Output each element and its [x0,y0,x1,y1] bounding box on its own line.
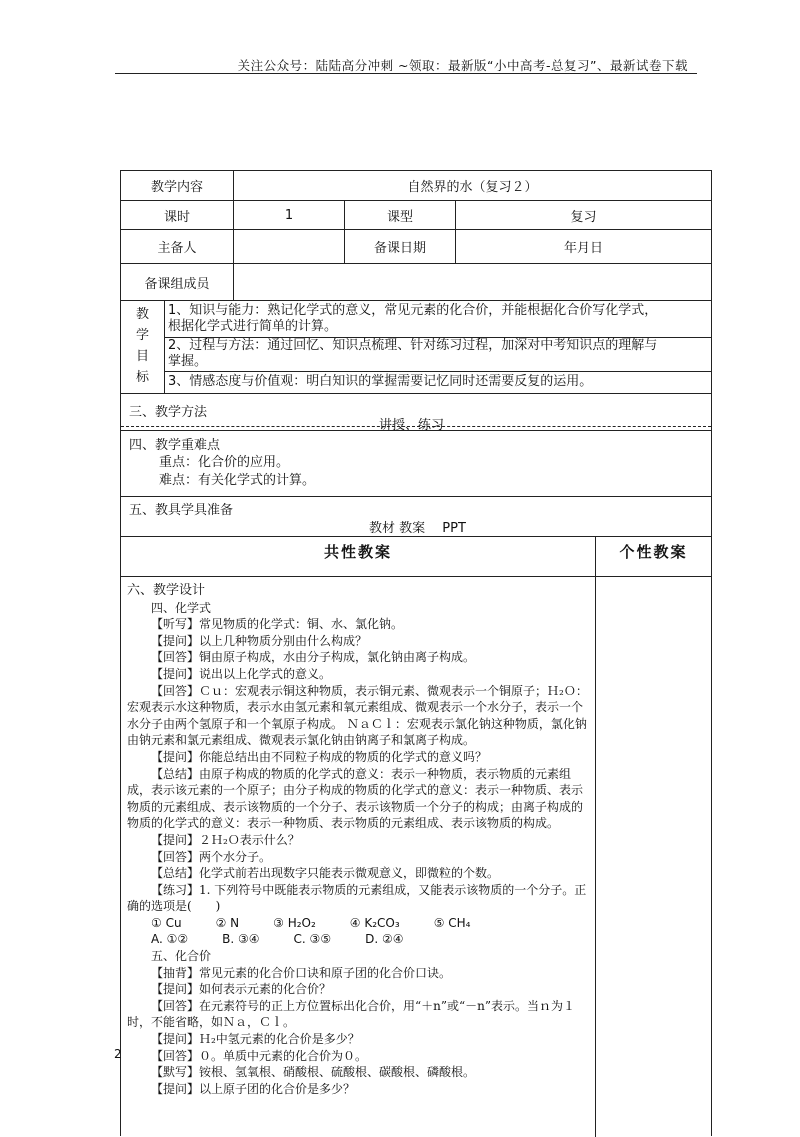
row-design [121,577,711,1137]
design-line: 【提问】以上原子团的化合价是多少？ [151,1081,356,1096]
row-goals [121,301,711,394]
design-line: 【提问】２Ｈ₂Ｏ表示什么？ [151,832,300,847]
design-line: 【回答】两个水分子。 [151,849,272,864]
option-item: ④ K₂CO₃ [349,915,400,930]
design-line: 【默写】铵根、氢氧根、硝酸根、硫酸根、碳酸根、磷酸根。 [151,1065,476,1080]
design-lines [127,600,588,915]
row-preparer [121,230,711,264]
design-line: 【总结】由原子构成的物质的化学式的意义：表示一种物质，表示物质的元素组成，表示该元素的一个原子；由分子构成的物质的化学式的意义：表示一种物质、表示物质的元素组成、表示该物质的一个分子、表示该物质一个分子的构成；由离子构成的物质的化学式的意义：表示一种物质、表示物质的元素组成、表示该物质的构成。 [127,766,584,831]
page-number: 2 [114,1047,122,1061]
goal-line: 根据化学式进行简单的计算。 [168,319,338,334]
goal-item [165,371,711,394]
design-lines [127,948,588,1097]
goals-label-char: 学 [135,328,149,343]
date-label: 备课日期 [344,230,455,263]
members-label: 备课组成员 [144,276,210,292]
common-plan-header: 共性教案 [323,543,392,561]
option-item: D. ②④ [365,932,404,947]
header-text: 关注公众号：陆陆高分冲刺 ~领取：最新版“小中高考-总复习”、最新试卷下载 [237,58,688,73]
personal-plan-column [595,577,711,1137]
goal-line: 3、情感态度与价值观：明白知识的掌握需要记忆同时还需要反复的运用。 [168,374,593,389]
members-value [233,264,711,300]
row-plan-headers [121,537,711,577]
lesson-plan-table [120,170,712,1136]
design-title: 六、教学设计 [127,583,206,598]
difficulties-title: 四、教学重难点 [129,438,221,453]
tools-content: 教材 教案 PPT [369,521,466,536]
design-text [121,577,594,1097]
design-line: 【提问】说出以上化学式的意义。 [151,666,332,681]
methods-content-row [121,414,711,431]
design-line: 【抽背】常见元素的化合价口诀和原子团的化合价口诀。 [151,965,452,980]
period-label: 课时 [163,209,190,225]
row-content [121,171,711,201]
design-line: 【听写】常见物质的化学式：铜、水、氯化钠。 [151,617,404,632]
methods-content: 讲授、练习 [379,418,445,433]
option-item: A. ①② [151,932,189,947]
type-label: 课型 [344,201,455,229]
goals-label-char: 标 [135,370,149,385]
design-line: 【回答】Ｃｕ：宏观表示铜这种物质，表示铜元素、微观表示一个铜原子；Ｈ₂Ｏ：宏观表示水这种物质，表示水由氢元素和氧元素组成、微观表示一个水分子，表示一个水分子由两个氢原子和一个氧原子构成。 ＮａＣｌ：宏观表示氯化钠这种物质，氯化钠由钠元素和氯元素组成、微观表示氯化钠由钠离子和氯离子构成。 [127,683,588,748]
key-point: 重点：化合价的应用。 [159,455,290,470]
methods-title: 三、教学方法 [129,405,208,420]
row-members [121,264,711,301]
goal-item [165,337,711,372]
design-line: 【总结】化学式前若出现数字只能表示微观意义，即微粒的个数。 [151,866,500,881]
design-line: 【回答】０。单质中元素的化合价为０。 [151,1048,368,1063]
row-difficulties [121,431,711,497]
preparer-label: 主备人 [157,241,197,256]
goal-item [165,301,711,338]
design-column [121,577,595,1137]
tools-title: 五、教具学具准备 [129,503,234,518]
row-tools [121,497,711,537]
design-line: 【提问】如何表示元素的化合价？ [151,982,332,997]
row-period [121,201,711,230]
goal-line: 1、知识与能力：熟记化学式的意义，常见元素的化合价，并能根据化合价写化学式， [168,303,658,318]
design-line: 【回答】在元素符号的正上方位置标出化合价，用“＋n”或“－n”表示。当ｎ为１时，不能省略，如Ｎａ，Ｃｌ。 [127,998,575,1030]
type-value: 复习 [455,201,711,229]
option-item: C. ③⑤ [293,932,332,947]
content-value: 自然界的水（复习２） [233,171,711,200]
goal-line: 掌握。 [168,354,208,369]
answers-row [127,931,588,948]
hard-point: 难点：有关化学式的计算。 [159,473,316,488]
option-item: ① Cu [151,915,182,930]
design-line: 【练习】1. 下列符号中既能表示物质的元素组成，又能表示该物质的一个分子。正确的选项是( ) [127,882,587,914]
design-line: 【提问】以上几种物质分别由什么构成？ [151,633,368,648]
content-label: 教学内容 [150,180,203,195]
option-item: ⑤ CH₄ [433,915,471,930]
personal-plan-header: 个性教案 [595,537,711,576]
goals-content [164,301,711,393]
options-row [127,915,588,932]
design-line: 【提问】Ｈ₂中氢元素的化合价是多少？ [151,1032,360,1047]
design-line: 五、化合价 [151,949,212,964]
preparer-value [233,230,344,263]
design-line: 【提问】你能总结出由不同粒子构成的物质的化学式的意义吗？ [151,749,488,764]
design-line: 四、化学式 [151,600,212,615]
goals-label-char: 教 [135,307,149,322]
date-value: 年月日 [455,230,711,263]
header-rule [115,73,697,74]
option-item: ② N [215,915,240,930]
option-item: B. ③④ [222,932,260,947]
period-value: 1 [233,201,344,229]
option-item: ③ H₂O₂ [273,915,316,930]
design-line: 【回答】铜由原子构成，水由分子构成，氯化钠由离子构成。 [151,650,476,665]
goals-label [121,301,164,393]
goals-label-char: 目 [135,349,149,364]
goal-line: 2、过程与方法：通过回忆、知识点梳理、针对练习过程，加深对中考知识点的理解与 [168,338,658,353]
